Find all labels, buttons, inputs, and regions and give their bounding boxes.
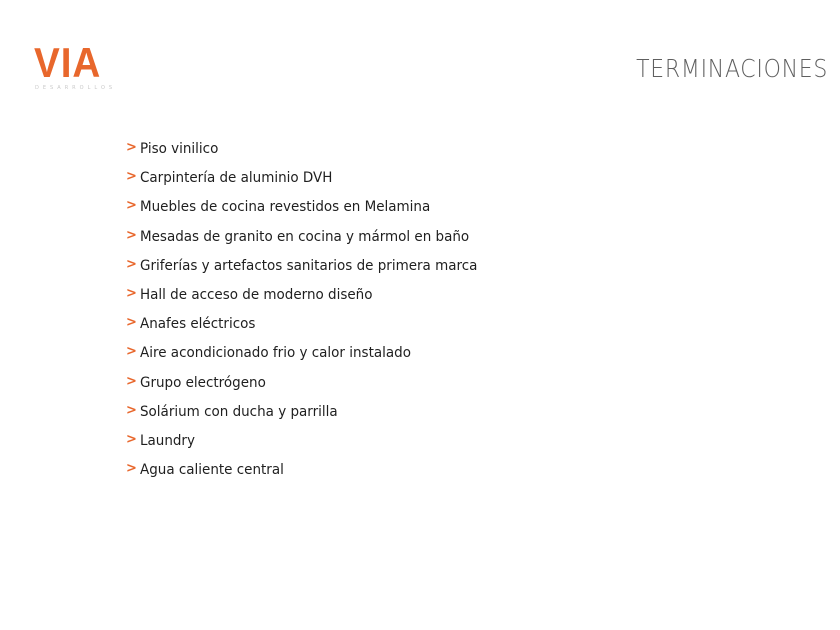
logo-wordmark: VIA: [34, 39, 102, 86]
logo-subtext: DESARROLLOS: [35, 85, 117, 91]
chevron-right-icon: >: [126, 256, 137, 272]
chevron-right-icon: >: [126, 140, 137, 155]
feature-label: Aire acondicionado frio y calor instalado: [140, 345, 411, 362]
feature-label: Carpintería de aluminio DVH: [140, 170, 333, 187]
feature-label: Agua caliente central: [140, 462, 284, 479]
chevron-right-icon: >: [126, 227, 137, 243]
feature-label: Grupo electrógeno: [140, 374, 266, 391]
chevron-right-icon: >: [126, 431, 137, 447]
feature-label: Griferías y artefactos sanitarios de primera marca: [140, 257, 478, 274]
chevron-right-icon: >: [126, 461, 137, 477]
chevron-right-icon: >: [126, 373, 137, 389]
feature-label: Muebles de cocina revestidos en Melamina: [140, 199, 431, 216]
chevron-right-icon: >: [126, 198, 137, 214]
feature-label: Anafes eléctricos: [140, 316, 256, 333]
chevron-right-icon: >: [126, 315, 137, 331]
brand-logo: [34, 39, 117, 92]
chevron-right-icon: >: [126, 285, 137, 301]
feature-label: Laundry: [140, 432, 195, 449]
feature-label: Solárium con ducha y parrilla: [140, 403, 338, 420]
chevron-right-icon: >: [126, 169, 137, 185]
chevron-right-icon: >: [126, 402, 137, 418]
feature-label: Mesadas de granito en cocina y mármol en baño: [140, 228, 470, 245]
chevron-right-icon: >: [126, 344, 137, 360]
page-title: TERMINACIONES: [636, 54, 828, 83]
feature-label: Hall de acceso de moderno diseño: [140, 286, 373, 303]
feature-label: Piso vinilico: [140, 141, 219, 157]
